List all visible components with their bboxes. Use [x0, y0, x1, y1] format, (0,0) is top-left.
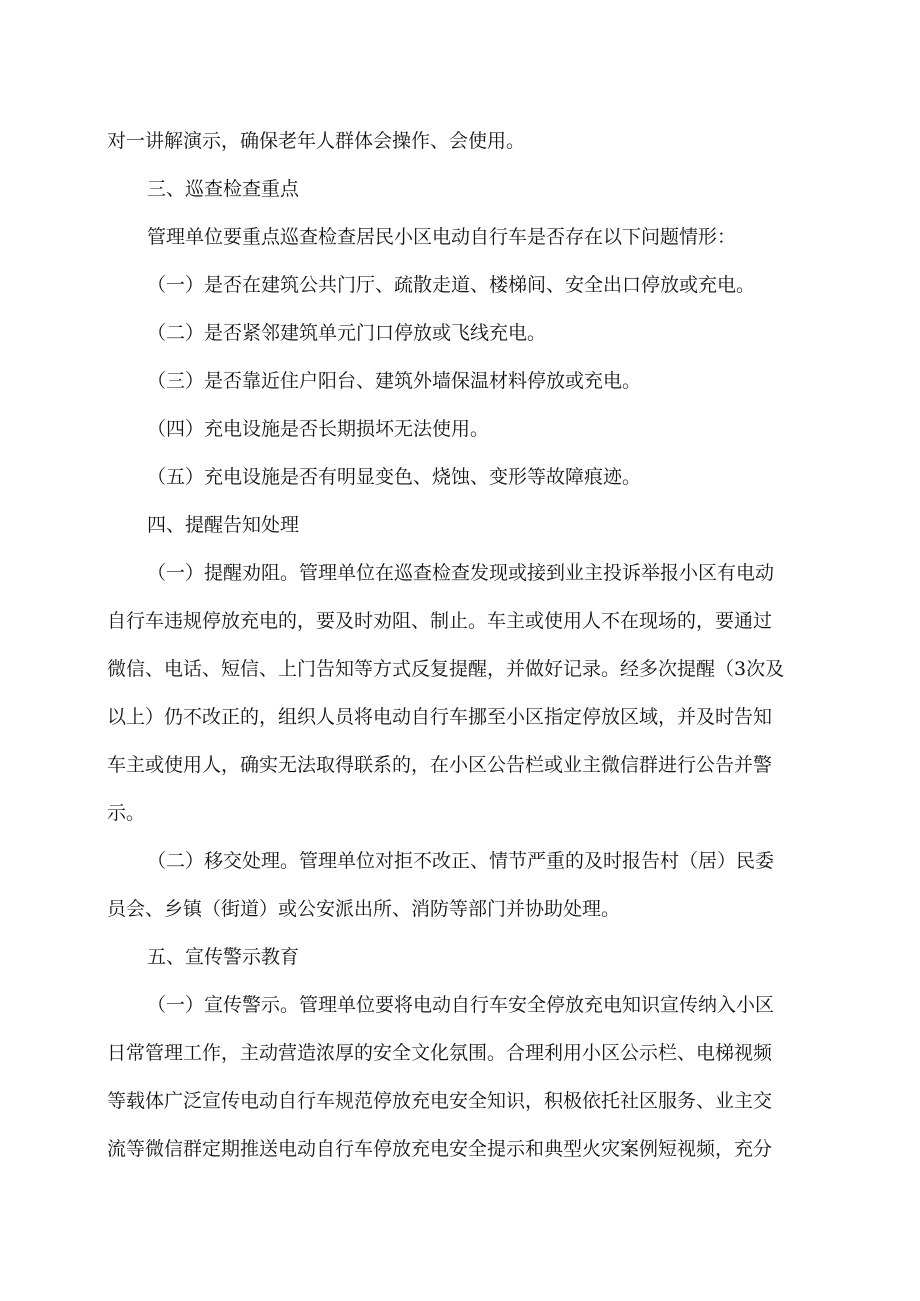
text-line: 以上）仍不改正的，组织人员将电动自行车挪至小区指定停放区域，并及时告知	[107, 706, 773, 728]
text-line: （三）是否靠近住户阳台、建筑外墙保温材料停放或充电。	[147, 370, 642, 392]
text-line: 三、巡查检查重点	[147, 178, 300, 200]
text-line: 员会、乡镇（街道）或公安派出所、消防等部门并协助处理。	[107, 898, 621, 920]
text-line: （一）是否在建筑公共门厅、疏散走道、楼梯间、安全出口停放或充电。	[147, 274, 756, 296]
text-line: 自行车违规停放充电的，要及时劝阻、制止。车主或使用人不在现场的，要通过	[107, 610, 773, 632]
text-line: 流等微信群定期推送电动自行车停放充电安全提示和典型火灾案例短视频，充分	[107, 1138, 773, 1160]
text-line: （二）是否紧邻建筑单元门口停放或飞线充电。	[147, 322, 547, 344]
text-line: 车主或使用人，确实无法取得联系的，在小区公告栏或业主微信群进行公告并警	[107, 754, 773, 776]
text-line: 等载体广泛宣传电动自行车规范停放充电安全知识，积极依托社区服务、业主交	[107, 1090, 773, 1112]
text-line: （四）充电设施是否长期损坏无法使用。	[147, 418, 490, 440]
text-line: 四、提醒告知处理	[147, 514, 300, 536]
text-line: （一）宣传警示。管理单位要将电动自行车安全停放充电知识宣传纳入小区	[147, 994, 775, 1016]
text-line: （五）充电设施是否有明显变色、烧蚀、变形等故障痕迹。	[147, 466, 642, 488]
text-line: （一）提醒劝阻。管理单位在巡查检查发现或接到业主投诉举报小区有电动	[147, 562, 775, 584]
text-line: 五、宣传警示教育	[147, 946, 300, 968]
text-line: 日常管理工作，主动营造浓厚的安全文化氛围。合理利用小区公示栏、电梯视频	[107, 1042, 773, 1064]
text-line: 管理单位要重点巡查检查居民小区电动自行车是否存在以下问题情形：	[147, 226, 737, 248]
document-body	[107, 122, 817, 1178]
text-line: （二）移交处理。管理单位对拒不改正、情节严重的及时报告村（居）民委	[147, 850, 775, 872]
text-line: 示。	[107, 802, 146, 824]
text-line: 对一讲解演示，确保老年人群体会操作、会使用。	[107, 130, 526, 152]
text-line: 微信、电话、短信、上门告知等方式反复提醒，并做好记录。经多次提醒（3次及	[107, 658, 785, 680]
